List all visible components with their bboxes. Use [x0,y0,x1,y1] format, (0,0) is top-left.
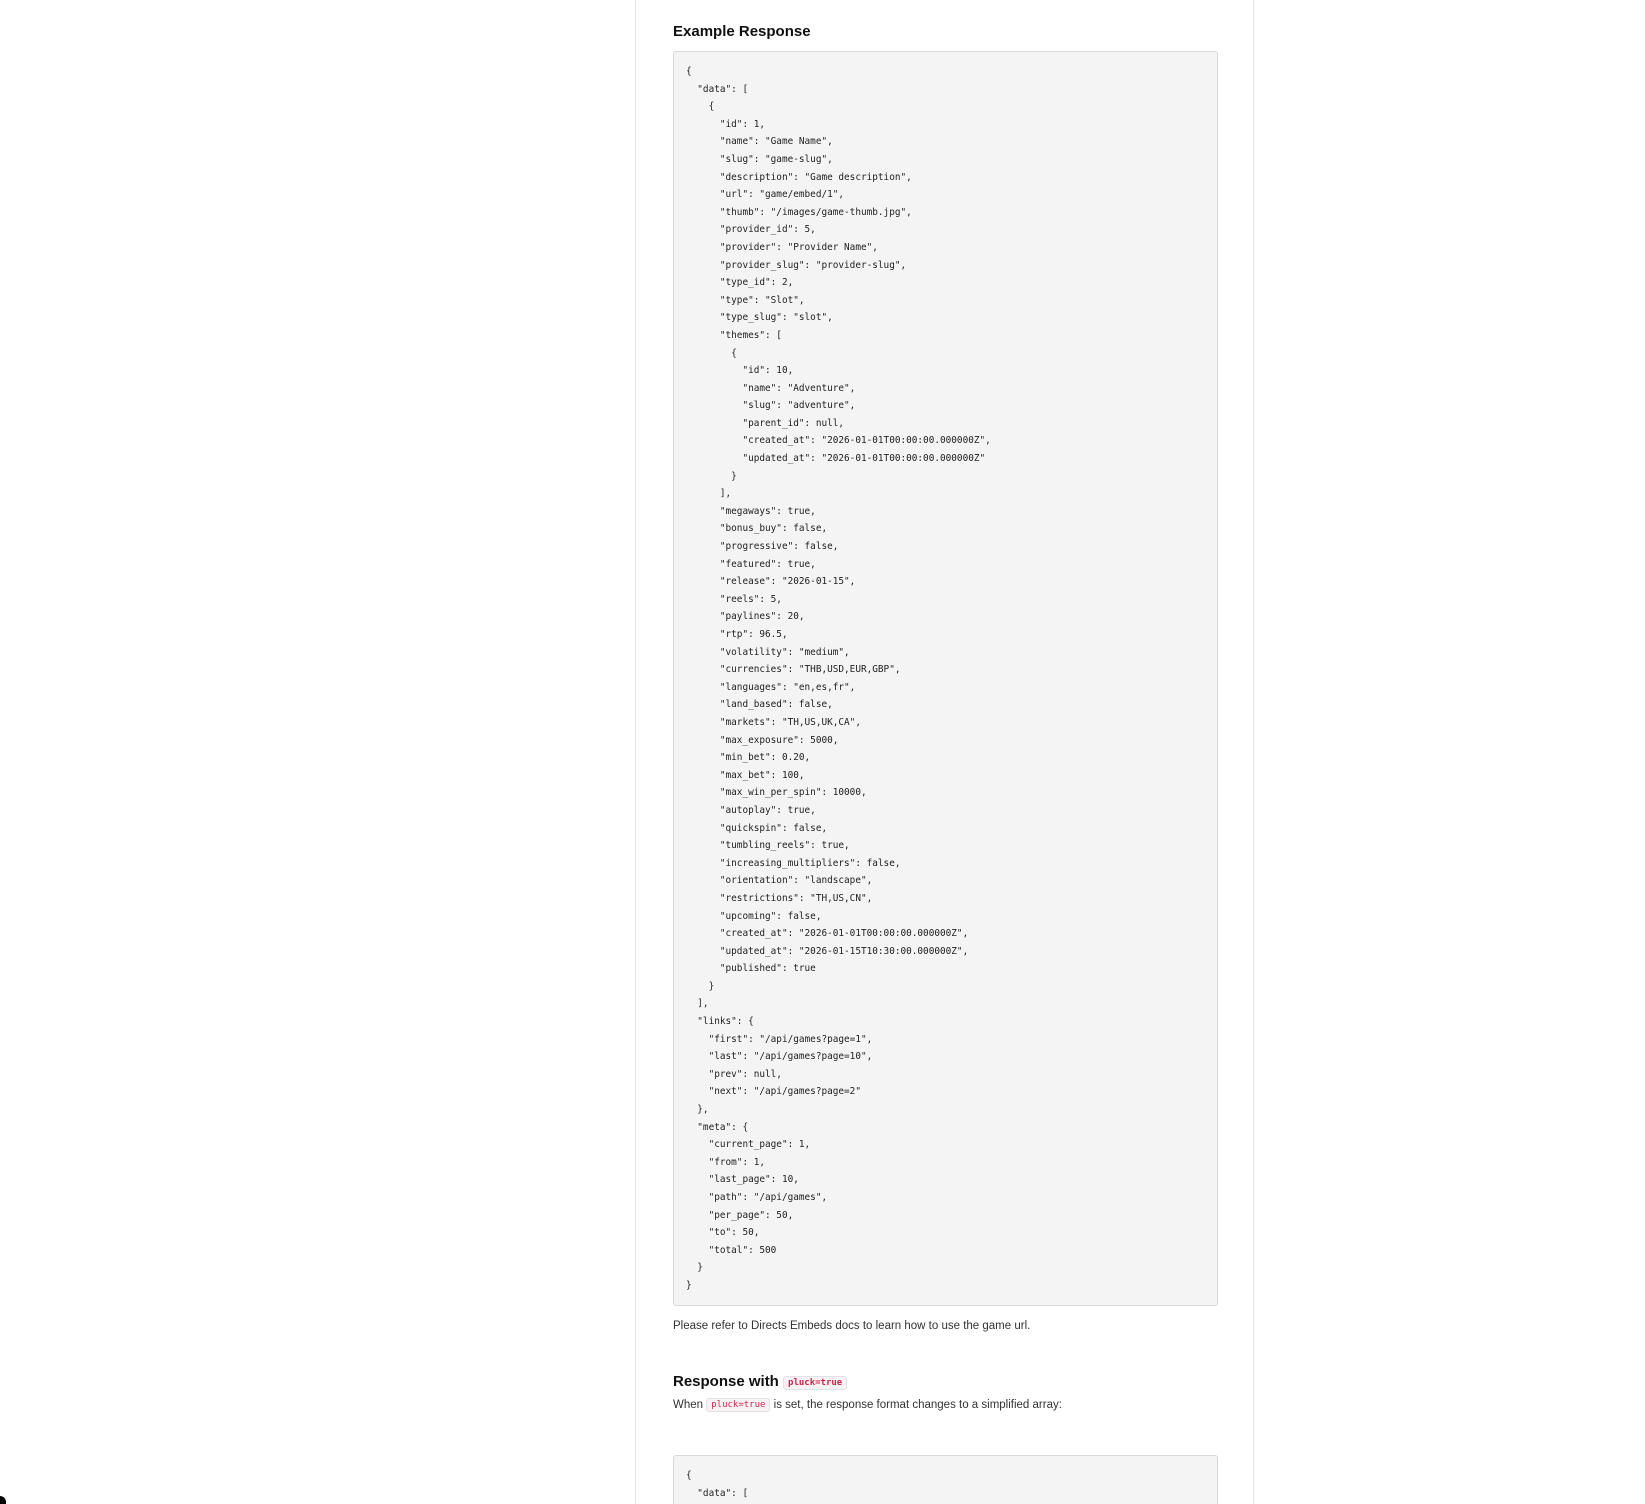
pluck-response-code: { "data": [ [673,1455,1218,1504]
pluck-heading [673,1372,1218,1393]
embeds-note-section [673,1318,1218,1334]
pluck-heading-code: pluck=true [783,1376,847,1390]
content-column [635,0,1254,1504]
example-response-heading: Example Response [673,23,811,40]
window-corner [0,1496,6,1504]
pluck-section [673,1372,1218,1413]
pluck-response-block [673,1455,1218,1504]
pluck-description [673,1397,1218,1413]
pluck-desc-after: is set, the response format changes to a simplified array: [773,1399,1062,1411]
pluck-desc-before: When [673,1399,704,1411]
embeds-note: Please refer to Directs Embeds docs to learn how to use the game url. [673,1320,1031,1332]
example-response-code: { "data": [ { "id": 1, "name": "Game Name", "slug": "game-slug", "description": "Game description", "url": "game/embed/1", "thumb": "/images/game-thumb.jpg", "provider_id": 5, "provider": "Provider Name", "provider_slug": "provider-slug", "type_id": 2, "type": "Slot", "type_slug": "slot", "themes": [ { "id": 10, "name": "Adventure", "slug": "adventure", "parent_id": null, "created_at": "2026-01-01T00:00:00.000000Z", "updated_at": "2026-01-01T00:00:00.000000Z" } ], "megaways": true, "bonus_buy": false, "progressive": false, "featured": true, "release": "2026-01-15", "reels": 5, "paylines": 20, "rtp": 96.5, "volatility": "medium", "currencies": "THB,USD,EUR,GBP", "languages": "en,es,fr", "land_based": false, "markets": "TH,US,UK,CA", "max_exposure": 5000, "min_bet": 0.20, "max_bet": 100, "max_win_per_spin": 10000, "autoplay": true, "quickspin": false, "tumbling_reels": true, "increasing_multipliers": false, "orientation": "landscape", "restrictions": "TH,US,CN", "upcoming": false, "created_at": "2026-01-01T00:00:00.000000Z", "updated_at": "2026-01-15T10:30:00.000000Z", "published": true } ], "links": { "first": "/api/games?page=1", "last": "/api/games?page=10", "prev": null, "next": "/api/games?page=2" }, "meta": { "current_page": 1, "from": 1, "last_page": 10, "path": "/api/games", "per_page": 50, "to": 50, "total": 500 } } [673,51,1218,1306]
example-response-block [673,51,1218,1306]
example-response-section [673,22,1218,42]
pluck-desc-code: pluck=true [706,1398,770,1412]
pluck-heading-prefix: Response with [673,1373,779,1390]
